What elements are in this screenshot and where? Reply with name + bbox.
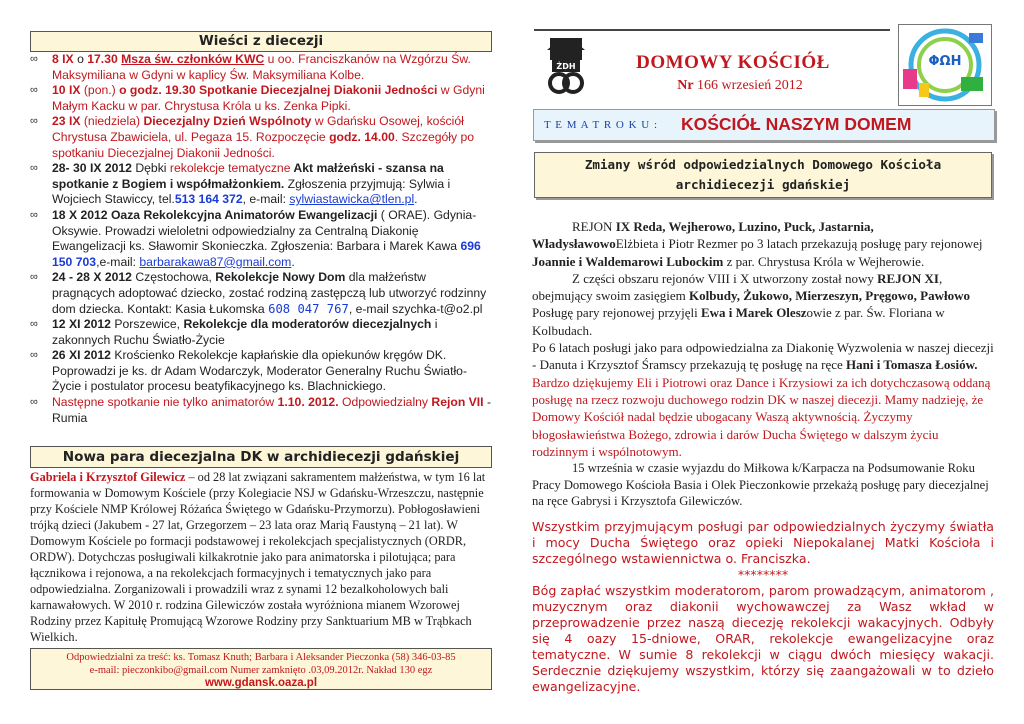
- news-text: 17.30: [87, 52, 118, 66]
- bullet-icon: ∞: [30, 271, 38, 284]
- news-item: [30, 83, 492, 114]
- news-item: [30, 208, 492, 270]
- oaza-logo-letters: ΦΩΗ: [928, 54, 962, 69]
- p2-d: Kolbudy, Żukowo, Mierzeszyn, Pręgowo, Pawłowo: [689, 288, 970, 304]
- p1-b: IX Reda, Wejherowo, Luzino, Puck, Jastarnia, Władysławowo: [532, 219, 874, 252]
- theme-label: T E M A T R O K U :: [544, 119, 659, 131]
- news-text: Rekolekcje kapłańskie dla opiekunów kręgów DK: [178, 348, 443, 363]
- bullet-icon: ∞: [30, 84, 38, 97]
- paragraph-rejon-ix: [532, 218, 994, 270]
- news-item: [30, 348, 492, 395]
- news-text: Rejon VII: [431, 395, 484, 410]
- theme-title: KOŚCIÓŁ NASZYM DOMEM: [681, 114, 912, 134]
- bullet-icon: ∞: [30, 396, 38, 409]
- bullet-icon: ∞: [30, 208, 38, 221]
- news-text: Krościenko: [110, 348, 179, 363]
- news-text: Akt małżeński - szansa na spotkanie z Bogiem i współmałżonkiem.: [52, 161, 444, 191]
- news-item: [30, 161, 492, 208]
- news-text: Dębki: [131, 161, 170, 176]
- footer-box: [30, 648, 492, 690]
- dk-logo: [543, 38, 589, 94]
- p1-e: z par. Chrystusa Króla w Wejherowie.: [723, 253, 925, 269]
- top-rule: [534, 29, 890, 31]
- p3-a: Po 6 latach posługi jako para odpowiedzialna za Diakonię Wyzwolenia w naszej diecezji - Danuta i Krzysztof Śramscy przekazują tę posługę na ręce: [532, 340, 994, 373]
- paragraph-diakonia: [532, 339, 994, 374]
- news-item: [30, 270, 492, 317]
- news-text: Odpowiedzialny: [338, 395, 432, 410]
- couple-header: [30, 446, 492, 468]
- p2-c: , obejmujący swoim zasięgiem: [532, 270, 943, 304]
- news-text: 10 IX: [52, 83, 81, 98]
- news-text: i zakonnych Ruchu Światło-Życie: [52, 317, 438, 347]
- p1-c: Elżbieta i Piotr Rezmer po 3 latach przekazują posługę pary rejonowej: [615, 236, 983, 252]
- news-text: Rekolekcje Nowy Dom: [215, 270, 346, 285]
- masthead-title: DOMOWY KOŚCIÓŁ: [636, 52, 830, 73]
- news-text: godz. 14.00: [329, 129, 395, 144]
- news-text: rekolekcje tematyczne: [169, 161, 291, 176]
- news-text: .: [414, 192, 418, 207]
- changes-header-line2: archidiecezji gdańskiej: [675, 177, 851, 192]
- news-header-title: Wieści z diecezji: [198, 33, 324, 49]
- paragraph-thanks: Bardzo dziękujemy Eli i Piotrowi oraz Dance i Krzysiowi za ich dotychczasową oddaną posługę na rzecz rozwoju duchowego rodzin DK w naszej diecezji. Mamy nadzieję, że Domowy Kościół nadal będzie ubogacany Waszą aktywnością. Życzymy błogosławieństwa Bożego, zdrowia i darów Ducha Świętego w dalszym życiu rodzinnym i wspólnotowym.: [532, 374, 991, 459]
- bullet-icon: ∞: [30, 349, 38, 362]
- news-text: Diecezjalny Dzień Wspólnoty: [143, 114, 312, 129]
- news-text: Rekolekcje dla moderatorów diecezjalnych: [183, 317, 432, 332]
- p2-a: Z części obszaru rejonów VIII i X utworzony został nowy: [572, 270, 878, 286]
- news-text: 608 047 767: [268, 301, 349, 316]
- news-text: . Szczegóły po spotkaniu Diecezjalnej Diakonii Jedności.: [52, 129, 475, 160]
- paragraph-rejon-xi: [532, 270, 994, 339]
- email-link[interactable]: barbarakawa87@gmail.com: [139, 254, 292, 269]
- bullet-icon: ∞: [30, 115, 38, 128]
- news-item: [30, 395, 492, 426]
- news-text: 513 164 372: [174, 192, 243, 207]
- news-text: 18 X 2012 Oaza Rekolekcyjna Animatorów Ewangelizacji: [52, 207, 378, 222]
- news-text: Porszewice,: [110, 317, 184, 332]
- paragraph-gratitude: Bóg zapłać wszystkim moderatorom, parom prowadzącym, animatorom , muzycznym oraz diakonii wychowawczej za Wasz wkład w przeprowadzenie przez naszą diecezję rekolekcji wakacyjnych. Odbyły się 4 oazy 15-dniowe, ORAR, rekolekcje ewangelizacyjne oraz tematyczne. W sumie 8 rekolekcji w ciągu dwóch miesięcy wakacji. Serdecznie dziękujemy wszystkim, którzy się zaangażowali w to dzieło ewangelizacyjne.: [532, 582, 994, 694]
- news-text: (niedziela): [80, 114, 144, 129]
- p1-a: REJON: [572, 219, 616, 234]
- news-item: [30, 317, 492, 348]
- news-text: , e-mail:: [242, 192, 290, 207]
- news-text: dla małżeństw pragnących adoptować dziecko, zostać rodziną zastępczą lub utworzyć rodzinny dom dziecka. Kontakt: Kasia Łukomska: [52, 270, 487, 316]
- news-item: [30, 52, 492, 83]
- issue-line: [640, 78, 840, 94]
- news-text: w Gdyni Małym Kacku w par. Chrystusa Króla u ks. Zenka Pipki.: [52, 83, 485, 113]
- dk-logo-letters: ŻDH: [556, 62, 576, 71]
- news-text: Częstochowa,: [131, 270, 216, 285]
- changes-header: [534, 152, 992, 198]
- news-header: [30, 31, 492, 52]
- bullet-icon: ∞: [30, 53, 38, 65]
- news-text: 1.10. 2012.: [277, 395, 339, 410]
- news-text: 26 XI 2012: [52, 348, 111, 363]
- footer-line2: e-mail: pieczonkibo@gmail.com Numer zamknięto .03,09.2012r. Nakład 130 egz: [89, 665, 433, 676]
- p2-g: owie z par. Św. Floriana w Kolbudach.: [532, 305, 945, 338]
- paragraph-wishes: Wszystkim przyjmującym posługi par odpowiedzialnych życzymy światła i mocy Ducha Świętego oraz opieki Niepokalanej Matki Kościoła i szczególnego wstawiennictwa o. Franciszka.: [532, 518, 994, 566]
- news-text: 23 IX: [52, 114, 81, 129]
- right-main-text: [532, 218, 994, 695]
- p2-e: Posługę pary rejonowej przyjęli: [532, 305, 701, 321]
- news-item: [30, 114, 492, 161]
- theme-bar: [533, 109, 995, 141]
- footer-url[interactable]: www.gdansk.oaza.pl: [204, 677, 318, 689]
- news-text: , e-mail szychka-t@o2.pl: [348, 301, 483, 316]
- oaza-logo-icon: [899, 25, 991, 105]
- news-text: Msza św. członków KWC: [121, 52, 265, 66]
- email-link[interactable]: sylwiastawicka@tlen.pl: [289, 192, 415, 207]
- news-text: Następne spotkanie nie tylko animatorów: [52, 395, 278, 410]
- bullet-icon: ∞: [30, 318, 38, 331]
- dk-logo-icon: [543, 38, 589, 94]
- news-text: .: [291, 254, 295, 269]
- news-text: 8 IX: [52, 52, 74, 66]
- changes-header-line1: Zmiany wśród odpowiedzialnych Domowego Kościoła: [584, 157, 942, 172]
- news-text: o: [73, 52, 88, 66]
- news-text: . Poprowadzi je ks. dr Adam Wodarczyk, Moderator Generalny Ruchu Światło-Życie i postulator procesu beatyfikacyjnego ks. Blachnickiego.: [52, 348, 468, 394]
- bullet-icon: ∞: [30, 162, 38, 175]
- news-text: w Gdańsku Osowej, kościół Chrystusa Zbawiciela, ul. Pegaza 15. Rozpoczęcie: [52, 114, 464, 144]
- news-text: 12 XI 2012: [52, 317, 111, 332]
- issue-text: 166 wrzesień 2012: [693, 78, 803, 93]
- p2-b: REJON XI: [877, 270, 939, 286]
- couple-header-title: Nowa para diecezjalna DK w archidiecezji gdańskiej: [62, 449, 460, 465]
- news-text: u oo. Franciszkanów na Wzgórzu Św. Maksymiliana w Gdyni w kaplicy Św. Maksymiliana Kolbe.: [52, 52, 471, 82]
- news-text: (pon.): [80, 83, 120, 98]
- news-text: 24 - 28 X 2012: [52, 270, 132, 285]
- oaza-logo: [898, 24, 992, 106]
- news-text: Rumia: [52, 410, 88, 425]
- news-text: ( ORAE). Gdynia-Oksywie. Prowadzi wieloletni odpowiedzialny za Centralną Diakonię Ewangelizacji ks. Sławomir Skonieczka. Zgłoszenia: Barbara i Marek Kawa: [52, 207, 477, 254]
- paragraph-milkow: 15 września w czasie wyjazdu do Miłkowa k/Karpacza na Podsumowanie Roku Pracy Domowego Kościoła Basia i Olek Pieczonkowie przekażą posługę pary diecezjalnej na ręce Gabrysi i Krzysztofa Gilewiczów.: [532, 461, 989, 509]
- p1-d: Joannie i Waldemarowi Lubockim: [532, 253, 724, 269]
- news-text: ,e-mail:: [96, 254, 140, 269]
- footer-line1: Odpowiedzialni za treść: ks. Tomasz Knuth; Barbara i Aleksander Pieczonka (58) 346-03-85: [66, 652, 456, 663]
- couple-paragraph: [30, 469, 492, 645]
- couple-name: Gabriela i Krzysztof Gilewicz: [30, 470, 186, 484]
- news-text: Zgłoszenia przyjmują: Sylwia i Wojciech Stawiccy, tel.: [52, 176, 451, 207]
- news-text: -: [483, 395, 492, 410]
- stars-divider: ********: [737, 566, 789, 582]
- p3-b: Hani i Tomasza Łosiów.: [846, 357, 978, 373]
- news-text: 696 150 703: [52, 239, 481, 269]
- issue-prefix: Nr: [677, 78, 694, 93]
- news-list: [30, 52, 492, 426]
- news-text: 28- 30 IX 2012: [52, 161, 132, 176]
- p2-f: Ewa i Marek Olesz: [700, 305, 807, 321]
- news-text: o godz. 19.30 Spotkanie Diecezjalnej Diakonii Jedności: [119, 83, 438, 98]
- couple-text: – od 28 lat związani sakramentem małżeństwa, w tym 16 lat formowania w Domowym Kościele (przy Kolegiacie NSJ w Gdańsku-Wrzeszczu, następnie przy Kościele NMP Królowej Różańca Świętego w Gdańsku-Przymorzu). Pobłogosławieni trójką dzieci (Jakubem - 27 lat, Grzegorzem – 23 lata oraz Marią Faustyną – 21 lat). W Domowym Kościele po formacji podstawowej i rekolekcjach specjalistycznych (ORDR, ORDW). Dotychczas posługiwali kilkakrotnie jako para animatorska i pilotująca; para łącznikowa i rejonowa, a na rekolekcjach formacyjnych i tematycznych jako para odpowiedzialna. Zorganizowali i prowadzili wraz z synami 12 bezalkoholowych bali karnawałowych. W 2010 r. rodzina Gilewiczów została wyróżniona mianem Wzorowej Rodziny przez Kapitułę Promującą Wzorowe Rodziny przy Sanktuarium MB w Trąbkach Wielkich.: [30, 470, 486, 644]
